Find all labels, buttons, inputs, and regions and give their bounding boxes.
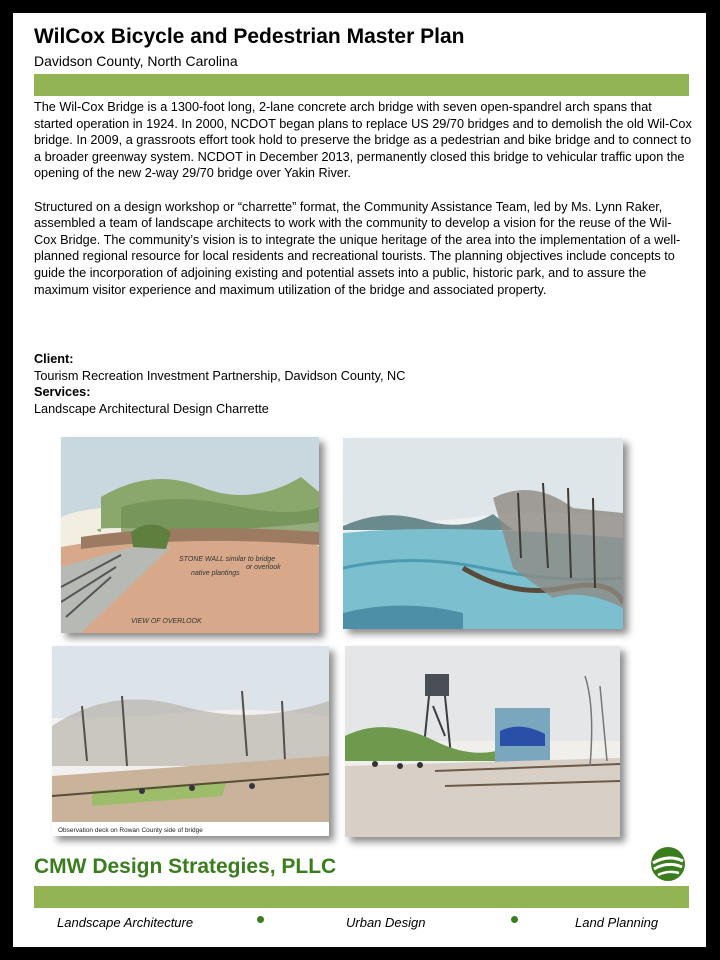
brochure-page bbox=[13, 13, 706, 947]
project-description bbox=[34, 99, 694, 315]
service-land-planning: Land Planning bbox=[575, 915, 659, 930]
page-subtitle: Davidson County, North Carolina bbox=[34, 53, 238, 69]
footer-accent-band bbox=[34, 886, 689, 908]
services-label: Services: bbox=[34, 385, 91, 400]
project-details bbox=[34, 351, 405, 417]
sketch3-caption: Observation deck on Rowan County side of bridge bbox=[58, 827, 203, 834]
sketch1-note-overlook: or overlook bbox=[246, 564, 281, 571]
sketch-water-tower-plaza bbox=[345, 646, 620, 837]
company-name: CMW Design Strategies, PLLC bbox=[34, 855, 337, 878]
services-value: Landscape Architectural Design Charrette bbox=[34, 401, 269, 416]
client-value: Tourism Recreation Investment Partnership, Davidson County, NC bbox=[34, 368, 406, 383]
sketch-river-view bbox=[343, 438, 623, 629]
sketch1-note-plantings: native plantings bbox=[191, 570, 240, 577]
company-logo-icon bbox=[650, 846, 686, 882]
sketch1-note-wall: STONE WALL similar to bridge bbox=[179, 556, 276, 563]
sketch-observation-deck bbox=[52, 646, 329, 836]
header-accent-band bbox=[34, 74, 689, 96]
description-paragraph-2: Structured on a design workshop or “charrette” format, the Community Assistance Team, led by Ms. Lynn Raker, assembled a team of landscape architects to work with the community to develop a vision for the reuse of the Wil-Cox Bridge. The community’s vision is to integrate the unique heritage of the area into the implementation of a well-planned regional resource for local residents and recreational tourists. The planning objectives include concepts to guide the incorporation of adjoining existing and potential assets into a public, historic park, and to assure the maximum visitor experience and maximum utilization of the bridge and associated property. bbox=[34, 199, 681, 297]
sketch-overlook bbox=[61, 437, 319, 633]
description-paragraph-1: The Wil-Cox Bridge is a 1300-foot long, 2-lane concrete arch bridge with seven open-spandrel arch spans that started operation in 1924. In 2000, NCDOT began plans to replace US 29/70 bridges and to demolish the old Wil-Cox bridge. In 2009, a grassroots effort took hold to preserve the bridge as a pedestrian and bike bridge and to connect to a broader greenway system. NCDOT in December 2013, permanently closed this bridge to vehicular traffic upon the opening of the new 2-way 29/70 bridge over Yakin River. bbox=[34, 100, 692, 181]
bullet-dot-icon bbox=[257, 916, 264, 923]
page-title: WilCox Bicycle and Pedestrian Master Plan bbox=[34, 25, 465, 48]
service-urban-design: Urban Design bbox=[346, 915, 426, 930]
bullet-dot-icon bbox=[511, 916, 518, 923]
service-landscape-architecture: Landscape Architecture bbox=[57, 915, 194, 930]
client-label: Client: bbox=[34, 352, 74, 366]
sketch1-note-view: VIEW OF OVERLOOK bbox=[131, 618, 202, 625]
